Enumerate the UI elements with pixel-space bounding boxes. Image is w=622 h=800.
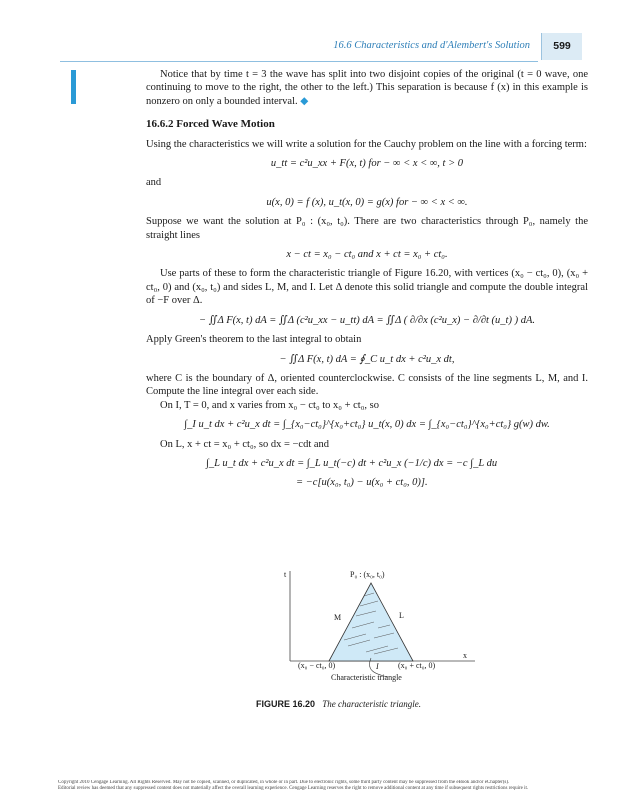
footer-line: Editorial review has deemed that any suppressed content does not materially affect the overall learning experience. Cengage Learning reserves the right to remove additional content at any time if subsequent rights restrictions require it. [58, 786, 529, 791]
apex-label: P₀ : (x₀, t₀) [350, 570, 385, 579]
equation: u_tt = c²u_xx + F(x, t) for − ∞ < x < ∞, t > 0 [270, 158, 464, 170]
equation: = −c[u(x₀, t₀) − u(x₀ + ct₀, 0)]. [296, 477, 428, 489]
side-l-label: L [399, 611, 404, 620]
figure-caption-text: The characteristic triangle. [322, 699, 422, 709]
right-vertex-label: (x₀ + ct₀, 0) [398, 661, 436, 670]
paragraph: On L, x + ct = x₀ + ct₀, so dx = −cdt and [160, 438, 330, 450]
callout-label: Characteristic triangle [331, 673, 402, 682]
running-header [0, 30, 622, 64]
end-of-example-marker: ◆ [300, 95, 309, 107]
equation: u(x, 0) = f (x), u_t(x, 0) = g(x) for − ∞ < x < ∞. [266, 196, 468, 208]
margin-bar [71, 70, 76, 104]
equation: − ∬Δ F(x, t) dA = ∮_C u_t dx + c²u_x dt, [279, 353, 455, 365]
t-axis-label: t [284, 570, 287, 579]
equation: x − ct = x₀ − ct₀ and x + ct = x₀ + ct₀. [286, 249, 448, 261]
footer-line: Copyright 2010 Cengage Learning. All Rights Reserved. May not be copied, scanned, or duplicated, in whole or in part. Due to electronic rights, some third party content may be suppressed from the eBook and/or eChapter(s). [58, 780, 510, 785]
x-axis-label: x [463, 651, 467, 660]
left-vertex-label: (x₀ − ct₀, 0) [298, 661, 336, 670]
section-heading: 16.6.2 Forced Wave Motion [146, 118, 275, 131]
equation: − ∬Δ F(x, t) dA = ∬Δ (c²u_xx − u_tt) dA = ∬Δ ( ∂/∂x (c²u_x) − ∂/∂t (u_t) ) dA. [198, 314, 535, 326]
paragraph: Notice that by time t = 3 the wave has split into two disjoint copies of the original (t = 0 wave, one continuing to move to the right, the other to the left.) This separation is because f (x) in this example is nonzero on only a bounded interval. ◆ [146, 69, 588, 107]
running-header-title: 16.6 Characteristics and d'Alembert's Solution [333, 40, 530, 51]
paragraph: Suppose we want the solution at P₀ : (x₀, t₀). There are two characteristics through P₀, namely the straight lines [146, 216, 588, 241]
side-i-label: I [376, 662, 379, 671]
paragraph: Apply Green's theorem to the last integral to obtain [146, 334, 362, 346]
header-rule [60, 61, 538, 62]
paragraph: Use parts of these to form the characteristic triangle of Figure 16.20, with vertices (x₀ − ct₀, 0), (x₀ + ct₀, 0) and (x₀, t₀) and sides L, M, and I. Let Δ denote this solid triangle and compute the double integral of −F over Δ. [146, 268, 588, 307]
side-m-label: M [334, 613, 342, 622]
figure-caption-label: FIGURE 16.20 [256, 699, 316, 709]
page-number: 599 [541, 33, 582, 60]
equation: ∫_I u_t dx + c²u_x dt = ∫_{x₀−ct₀}^{x₀+ct₀} u_t(x, 0) dx = ∫_{x₀−ct₀}^{x₀+ct₀} g(w) dw. [184, 419, 550, 431]
equation: ∫_L u_t dx + c²u_x dt = ∫_L u_t(−c) dt + c²u_x (−1/c) dx = −c ∫_L du [206, 457, 498, 469]
copyright-footer [58, 780, 578, 792]
triangle-region [329, 583, 413, 661]
page-body [146, 68, 588, 496]
paragraph: and [146, 177, 162, 189]
characteristic-triangle-figure [270, 566, 480, 686]
paragraph: where C is the boundary of Δ, oriented counterclockwise. C consists of the line segments L, M, and I. Compute the line integral over each side. [146, 372, 588, 398]
paragraph: On I, T = 0, and x varies from x₀ − ct₀ to x₀ + ct₀, so [160, 399, 379, 411]
paragraph: Using the characteristics we will write a solution for the Cauchy problem on the line with a forcing term: [146, 138, 587, 150]
figure-caption [256, 699, 421, 709]
